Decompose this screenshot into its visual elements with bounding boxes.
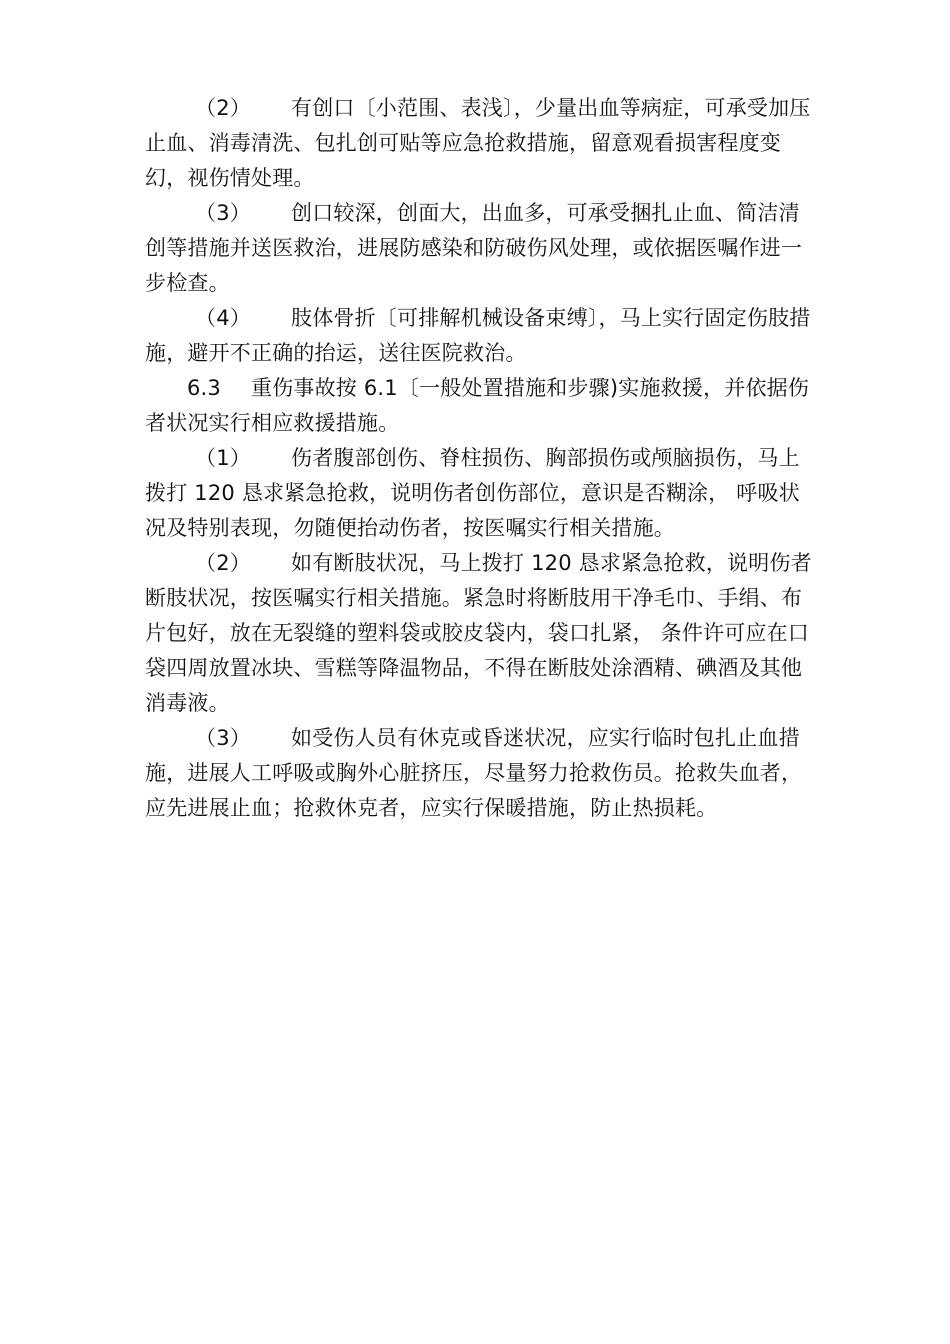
section-text: 重伤事故按 6.1〔一般处置措施和步骤)实施救援，并依据伤者状况实行相应救援措施。 bbox=[145, 376, 810, 435]
paragraph-text: 肢体骨折〔可排解机械设备束缚〕，马上实行固定伤肢措施，避开不正确的抬运，送往医院救治。 bbox=[145, 306, 811, 365]
section-6-3 bbox=[145, 371, 817, 441]
paragraph-number: （1） bbox=[195, 446, 251, 470]
paragraph-3-2 bbox=[145, 546, 817, 721]
paragraph-text: 有创口〔小范围、表浅〕，少量出血等病症，可承受加压止血、消毒清洗、包扎创可贴等应急抢救措施，留意观看损害程度变幻，视伤情处理。 bbox=[145, 96, 811, 190]
paragraph-2-4 bbox=[145, 301, 817, 371]
paragraph-text: 创口较深，创面大，出血多，可承受捆扎止血、简洁清创等措施并送医救治，进展防感染和防破伤风处理，或依据医嘱作进一步检查。 bbox=[145, 201, 803, 295]
paragraph-number: （2） bbox=[195, 551, 251, 575]
paragraph-3-3 bbox=[145, 721, 817, 826]
paragraph-text: 如受伤人员有休克或昏迷状况，应实行临时包扎止血措施，进展人工呼吸或胸外心脏挤压，尽量努力抢救伤员。抢救失血者，应先进展止血；抢救休克者，应实行保暖措施，防止热损耗。 bbox=[145, 726, 803, 820]
paragraph-2-3 bbox=[145, 196, 817, 301]
paragraph-number: （3） bbox=[195, 201, 251, 225]
paragraph-text: 如有断肢状况，马上拨打 120 恳求紧急抢救，说明伤者断肢状况，按医嘱实行相关措施。紧急时将断肢用干净毛巾、手绢、布片包好，放在无裂缝的塑料袋或胶皮袋内，袋口扎紧， 条件许可应在口袋四周放置冰块、雪糕等降温物品，不得在断肢处涂酒精、碘酒及其他消毒液。 bbox=[145, 551, 812, 715]
paragraph-3-1 bbox=[145, 441, 817, 546]
paragraph-text: 伤者腹部创伤、脊柱损伤、胸部损伤或颅脑损伤，马上拨打 120 恳求紧急抢救，说明伤者创伤部位，意识是否糊涂， 呼吸状况及特别表现，勿随便抬动伤者，按医嘱实行相关措施。 bbox=[145, 446, 800, 540]
section-number: 6.3 bbox=[187, 376, 221, 400]
paragraph-number: （3） bbox=[195, 726, 251, 750]
paragraph-number: （4） bbox=[195, 306, 251, 330]
document-body bbox=[145, 91, 817, 826]
paragraph-2-2 bbox=[145, 91, 817, 196]
paragraph-number: （2） bbox=[195, 96, 251, 120]
